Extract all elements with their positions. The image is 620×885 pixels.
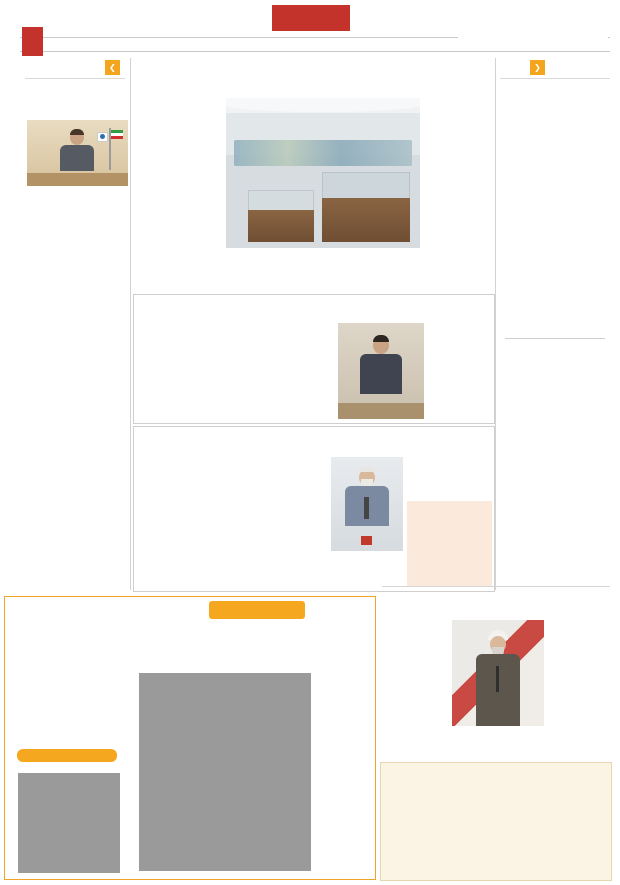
arak2-under-photo [331, 555, 403, 587]
saveh-lead [548, 620, 610, 758]
article-box-arak2 [133, 426, 495, 592]
left-header-rule [25, 78, 125, 79]
arak1-photo-official [338, 323, 424, 419]
saveh-caption [452, 730, 544, 758]
microphone [364, 497, 369, 519]
arak2-lead [407, 457, 492, 497]
newspaper-logo [458, 8, 608, 50]
sidebar-divider [505, 338, 605, 339]
arak1-lead [428, 323, 492, 419]
saveh-col-left [382, 620, 448, 758]
column-rule-left [130, 58, 131, 590]
section-banner [272, 5, 350, 31]
microphone [496, 666, 499, 692]
qazvin-lead [501, 815, 607, 875]
mic-flag [361, 536, 372, 545]
white-hair [359, 467, 375, 472]
crossword-box [4, 596, 376, 880]
article-photo-man-at-desk [27, 120, 128, 186]
main-article-col-left [136, 98, 222, 288]
display-case-wood [322, 198, 410, 242]
saveh-photo-cleric [452, 620, 544, 726]
saveh-top-rule [382, 586, 610, 587]
column-rule-right [495, 58, 496, 590]
main-article-below-photo [226, 253, 420, 289]
sidebar-art1-body [500, 125, 610, 331]
arak2-col-far-left [138, 457, 198, 587]
page-number [22, 27, 43, 56]
article-body [27, 190, 128, 588]
qazvin-box [380, 762, 612, 881]
main-article-col-right [424, 98, 494, 288]
solution-col-numbers [18, 765, 120, 772]
header-rule-bottom [20, 51, 610, 52]
sidebar-header-rule [500, 78, 610, 79]
grid-row-numbers [313, 673, 323, 871]
solution-title [17, 749, 117, 762]
arak2-body [202, 457, 328, 587]
crossword-title [209, 601, 305, 619]
crossword-grid [139, 673, 311, 871]
arak1-body [138, 323, 334, 419]
museum-mural [234, 140, 412, 166]
chevron-left-icon: ❮ [105, 60, 120, 75]
arak2-highlight-box [407, 501, 492, 587]
iran-flag [111, 130, 123, 139]
grid-col-numbers [139, 663, 311, 672]
qazvin-body [387, 769, 495, 875]
solution-grid [18, 773, 120, 873]
chevron-right-icon: ❯ [530, 60, 545, 75]
article-box-arak1 [133, 294, 495, 424]
main-article-photo-museum [226, 98, 420, 248]
sidebar-art2-body [500, 374, 610, 562]
arak2-photo-official [331, 457, 403, 551]
